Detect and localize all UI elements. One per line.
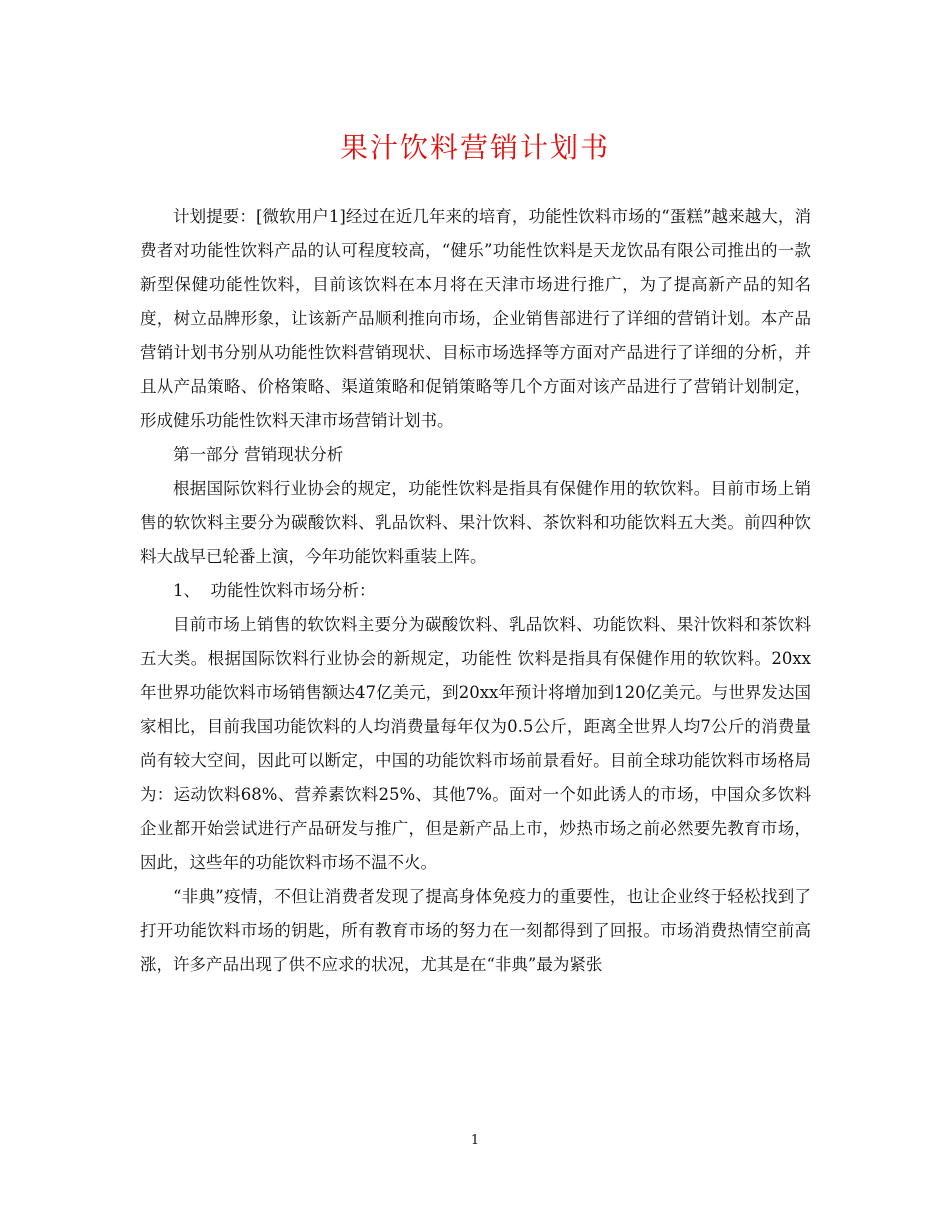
page-number: 1 xyxy=(470,1133,480,1148)
page-title: 果汁饮料营销计划书 xyxy=(339,131,610,164)
paragraph-summary: 计划提要：[微软用户1]经过在近几年来的培育，功能性饮料市场的“蛋糕”越来越大，消费者对功能性饮料产品的认可程度较高，“健乐”功能性饮料是天龙饮品有限公司推出的一款新型保健功能性饮料，目前该饮料在本月将在天津市场进行推广，为了提高新产品的知名度，树立品牌形象，让该新产品顺利推向市场，企业销售部进行了详细的营销计划。本产品营销计划书分别从功能性饮料营销现状、目标市场选择等方面对产品进行了详细的分析，并且从产品策略、价格策略、渠道策略和促销策略等几个方面对该产品进行了营销计划制定，形成健乐功能性饮料天津市场营销计划书。 xyxy=(140,207,811,430)
paragraph-sars: “非典”疫情，不但让消费者发现了提高身体免疫力的重要性，也让企业终于轻松找到了打开功能饮料市场的钥匙，所有教育市场的努力在一刻都得到了回报。市场消费热情空前高涨，许多产品出现了供不应求的状况，尤其是在“非典”最为紧张 xyxy=(140,887,811,974)
subheading-market-analysis: 1、 功能性饮料市场分析： xyxy=(173,581,376,600)
paragraph-market-analysis: 目前市场上销售的软饮料主要分为碳酸饮料、乳品饮料、功能饮料、果汁饮料和茶饮料五大类。根据国际饮料行业协会的新规定，功能性 饮料是指具有保健作用的软饮料。20xx年世界功能饮料市场销售额达47亿美元，到20xx年预计将增加到120亿美元。与世界发达国家相比，目前我国功能饮料的人均消费量每年仅为0.5公斤，距离全世界人均7公斤的消费量尚有较大空间，因此可以断定，中国的功能饮料市场前景看好。目前全球功能饮料市场格局为：运动饮料68%、营养素饮料25%、其他7%。面对一个如此诱人的市场，中国众多饮料企业都开始尝试进行产品研发与推广，但是新产品上市，炒热市场之前必然要先教育市场，因此，这些年的功能饮料市场不温不火。 xyxy=(140,615,811,872)
section-heading-part-one: 第一部分 营销现状分析 xyxy=(173,445,344,464)
paragraph-definition: 根据国际饮料行业协会的规定，功能性饮料是指具有保健作用的软饮料。目前市场上销售的软饮料主要分为碳酸饮料、乳品饮料、果汁饮料、茶饮料和功能饮料五大类。前四种饮料大战早已轮番上演，今年功能饮料重装上阵。 xyxy=(140,479,811,566)
document-body xyxy=(140,200,811,982)
